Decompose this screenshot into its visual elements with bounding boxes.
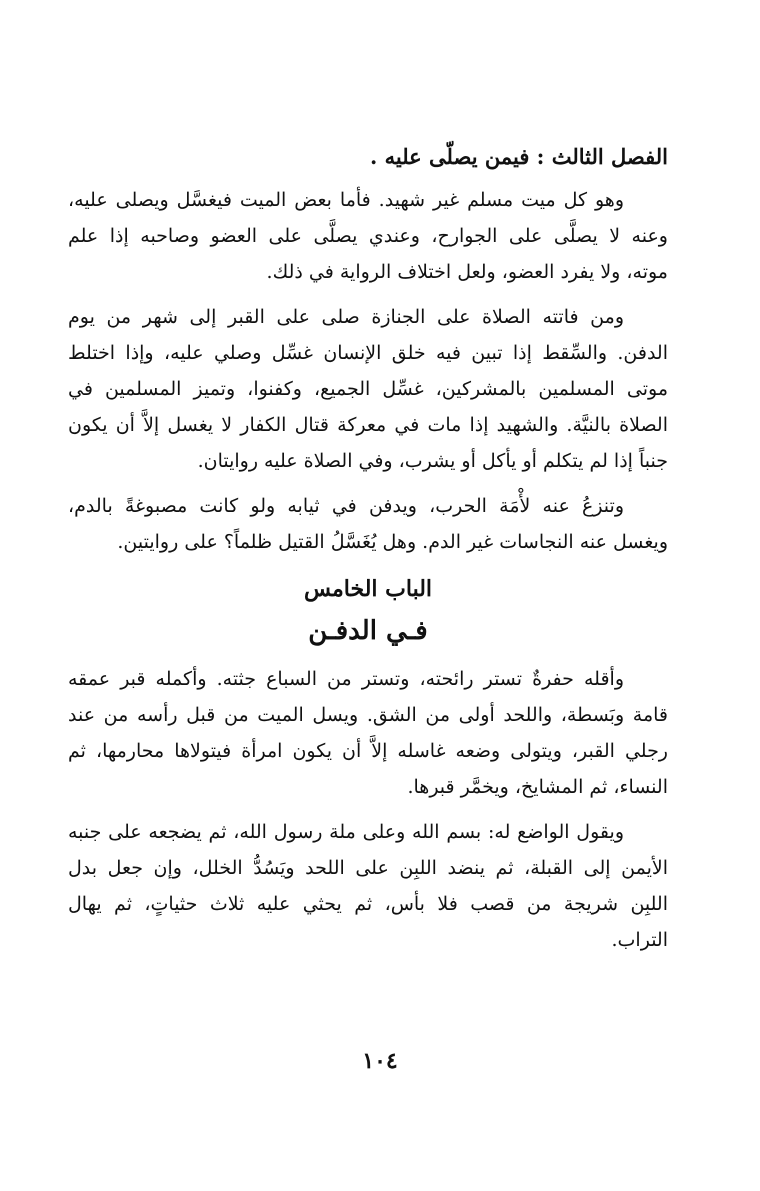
paragraph-line: وتنزعُ عنه لأْمَة الحرب، ويدفن في ثيابه ولو كانت مصبوغةً بالدم، [68, 495, 624, 517]
paragraph-line: موته، ولا يفرد العضو، ولعل اختلاف الرواية في ذلك. [266, 261, 668, 283]
paragraph-4 [68, 661, 668, 805]
paragraph-line: جنباً إذا لم يتكلم أو يأكل أو يشرب، وفي الصلاة عليه روايتان. [197, 450, 668, 472]
paragraph-line: التراب. [611, 929, 668, 951]
chapter-subtitle: فـي الدفـن [308, 616, 428, 646]
paragraph-line: ومن فاتته الصلاة على الجنازة صلى على القبر إلى شهر من يوم [68, 306, 624, 328]
paragraph-line: رجلي القبر، ويتولى وضعه غاسله إلاَّ أن يكون امرأة فيتولاها محارمها، ثم [68, 740, 668, 762]
chapter-title: الباب الخامس [303, 576, 433, 602]
section-heading: الفصل الثالث : فيمن يصلّى عليه . [370, 144, 668, 169]
paragraph-line: الصلاة بالنيَّة. والشهيد إذا مات في معركة قتال الكفار لا يغسل إلاَّ أن يكون [68, 414, 668, 436]
paragraph-line: الأيمن إلى القبلة، ثم ينضد اللبِن على اللحد ويَسُدُّ الخلل، وإن جعل بدل [68, 857, 668, 879]
paragraph-2 [68, 299, 668, 479]
paragraph-line: موتى المسلمين بالمشركين، غسِّل الجميع، وكفنوا، وتميز المسلمين في [68, 378, 668, 400]
paragraph-line: ويقول الواضع له: بسم الله وعلى ملة رسول الله، ثم يضجعه على جنبه [68, 821, 624, 843]
paragraph-line: قامة وبَسطة، واللحد أولى من الشق. ويسل الميت من قبل رأسه من عند [68, 704, 668, 726]
page-body [68, 138, 668, 967]
paragraph-line: وأقله حفرةٌ تستر رائحته، وتستر من السباع جثته. وأكمله قبر عمقه [68, 668, 624, 690]
paragraph-1 [68, 182, 668, 290]
paragraph-line: الدفن. والسِّقط إذا تبين فيه خلق الإنسان غسِّل وصلي عليه، وإذا اختلط [68, 342, 668, 364]
paragraph-line: وعنه لا يصلَّى على الجوارح، وعندي يصلَّى على العضو وصاحبه إذا علم [68, 225, 668, 247]
paragraph-3 [68, 488, 668, 560]
paragraph-line: النساء، ثم المشايخ، ويخمَّر قبرها. [407, 776, 668, 798]
paragraph-line: اللبِن شريجة من قصب فلا بأس، ثم يحثي عليه ثلاث حثياتٍ، ثم يهال [68, 893, 668, 915]
page-number: ١٠٤ [362, 1048, 398, 1074]
paragraph-line: وهو كل ميت مسلم غير شهيد. فأما بعض الميت فيغسَّل ويصلى عليه، [68, 189, 624, 211]
paragraph-5 [68, 814, 668, 958]
paragraph-line: ويغسل عنه النجاسات غير الدم. وهل يُغَسَّلُ القتيل ظلماً؟ على روايتين. [117, 531, 668, 553]
